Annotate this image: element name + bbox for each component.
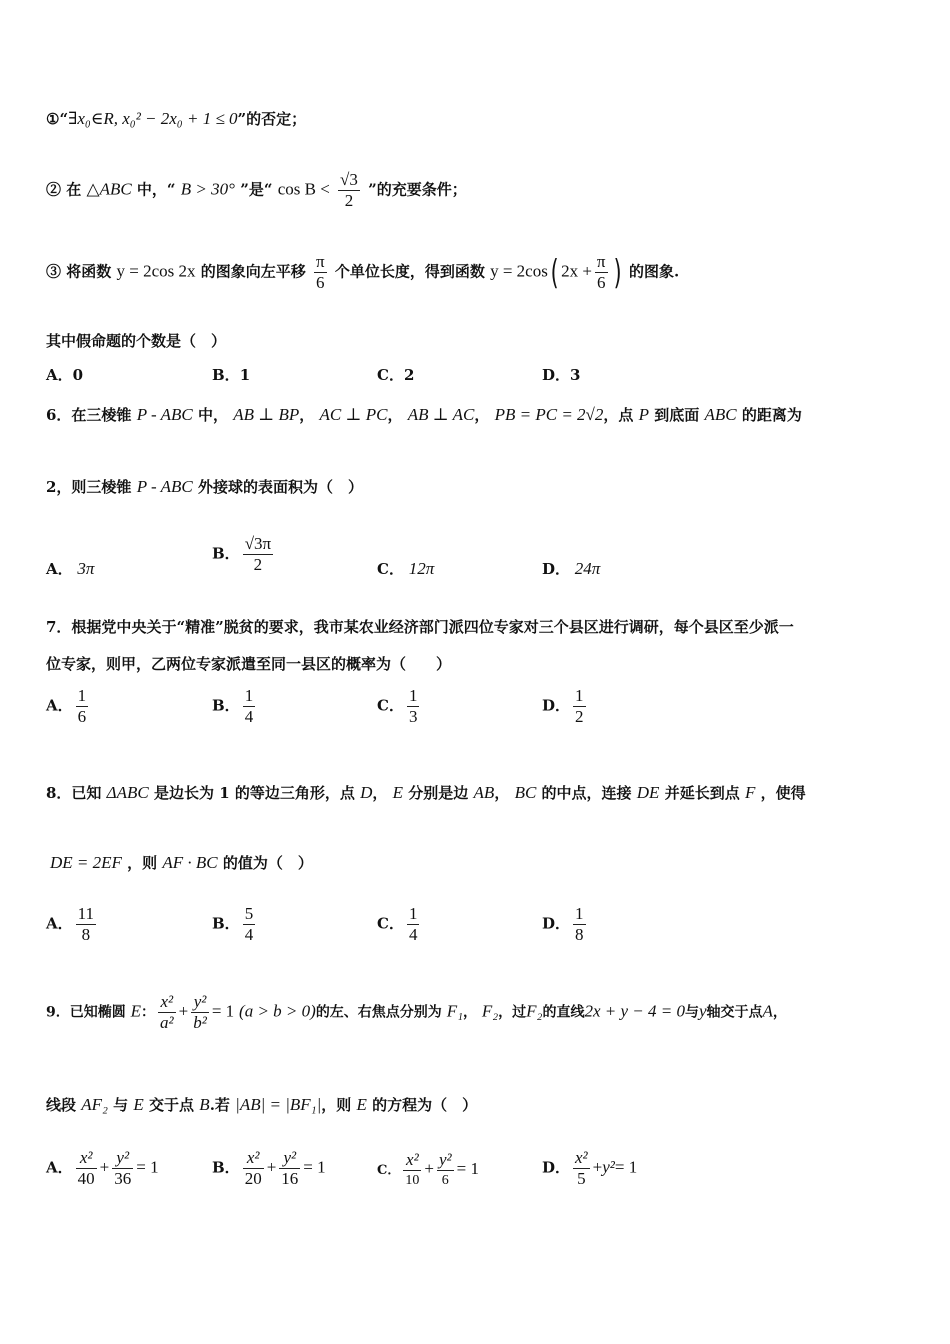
option-fraction-y xyxy=(279,1148,300,1189)
math: P - ABC xyxy=(136,405,193,424)
q8-option-a[interactable] xyxy=(46,904,99,945)
text: 是边长为 1 的等边三角形，点 xyxy=(154,784,355,802)
denominator: 40 xyxy=(77,1169,95,1188)
q5-option-d[interactable] xyxy=(542,364,580,385)
fraction-y2-b2 xyxy=(191,992,209,1033)
statement-2 xyxy=(46,170,467,211)
condition-b: B > 30° xyxy=(180,179,235,199)
q6-option-a[interactable] xyxy=(46,558,94,579)
numerator: y² xyxy=(438,1150,452,1169)
statement-1 xyxy=(46,108,306,129)
circle-1: ① xyxy=(46,110,60,128)
text: 的值为（ ） xyxy=(222,854,313,872)
math: F xyxy=(744,783,756,802)
option-label: B． xyxy=(212,1158,240,1177)
q6-line-1 xyxy=(46,404,802,425)
option-label: B． xyxy=(212,914,240,933)
q5-option-c[interactable] xyxy=(377,364,414,385)
q7-line-1: 7．根据党中央关于“精准”脱贫的要求，我市某农业经济部门派四位专家对三个县区进行调研，每个县区至少派一 xyxy=(46,618,794,636)
text: 在 xyxy=(66,180,82,199)
math: PB = PC = 2√2 xyxy=(494,405,604,424)
fraction-pi-6 xyxy=(314,252,327,293)
triangle-abc: △ABC xyxy=(86,179,132,199)
paren-left: ( xyxy=(550,252,559,293)
option-fraction-x xyxy=(243,1148,264,1189)
circle-3: ③ xyxy=(46,262,62,281)
math: F₂ xyxy=(481,1001,499,1021)
q8-option-c[interactable] xyxy=(377,904,422,945)
option-fraction-y xyxy=(112,1148,133,1189)
numerator: 1 xyxy=(77,686,87,705)
text: 轴交于点 xyxy=(706,1004,763,1021)
paren-right: ) xyxy=(613,252,622,293)
option-label: D． xyxy=(542,914,571,933)
math: E xyxy=(392,783,404,802)
option-fraction xyxy=(407,904,420,945)
q5-stem: 其中假命题的个数是（ ） xyxy=(46,332,227,350)
text: ，过 xyxy=(498,1004,527,1021)
numerator: 1 xyxy=(575,904,584,923)
math: E xyxy=(133,1095,144,1114)
math: AB xyxy=(473,783,495,802)
statement-1-formula: ∃x₀∈R, x₀² − 2x₀ + 1 ≤ 0 xyxy=(68,109,238,128)
denominator: 8 xyxy=(81,925,91,944)
text: ： xyxy=(141,1004,156,1021)
option-label: A． xyxy=(46,366,73,384)
q7-option-d[interactable] xyxy=(542,686,589,727)
math: ABC xyxy=(704,405,737,424)
q7-option-a[interactable] xyxy=(46,686,91,727)
text: ，则 xyxy=(127,854,158,872)
text: ， xyxy=(462,1004,477,1021)
text: 9．已知椭圆 xyxy=(46,1004,126,1021)
text: 外接球的表面积为（ ） xyxy=(197,478,363,496)
text: ， xyxy=(494,784,510,802)
option-fraction xyxy=(407,686,420,727)
text: 到底面 xyxy=(654,406,700,424)
denominator: 2 xyxy=(253,555,263,574)
text: ， xyxy=(372,784,388,802)
math: y xyxy=(698,1001,707,1021)
numerator: 5 xyxy=(244,904,254,923)
q8-line-2 xyxy=(50,852,313,873)
math: D xyxy=(360,783,373,802)
option-label: B． xyxy=(212,696,240,715)
option-value: 2 xyxy=(403,366,415,384)
denominator: 6 xyxy=(596,273,606,292)
math: y² xyxy=(602,1157,615,1177)
text: ，则 xyxy=(321,1096,352,1114)
fraction-sqrt3-2 xyxy=(338,170,360,211)
option-fraction xyxy=(243,686,256,727)
math: (a > b > 0) xyxy=(239,1001,316,1021)
q5-option-a[interactable] xyxy=(46,364,83,385)
statement-1-tail: ”的否定； xyxy=(237,110,307,128)
quote-open: “ xyxy=(59,110,69,128)
math: AB ⊥ BP xyxy=(233,405,300,424)
option-value: 3 xyxy=(570,366,581,384)
denominator: 36 xyxy=(114,1169,132,1188)
q9-option-a[interactable] xyxy=(46,1148,159,1189)
option-label: C． xyxy=(377,696,404,715)
numerator: 1 xyxy=(408,686,418,705)
math: A xyxy=(762,1001,773,1021)
numerator: 1 xyxy=(408,904,418,923)
statement-3 xyxy=(46,252,679,293)
option-label: B． xyxy=(212,544,240,563)
q7-line-2: 位专家，则甲，乙两位专家派遣至同一县区的概率为（ ） xyxy=(46,655,452,673)
math: F₁ xyxy=(446,1001,463,1021)
q7-option-b[interactable] xyxy=(212,686,258,727)
denominator: 10 xyxy=(405,1173,420,1188)
numerator: x² xyxy=(243,1148,264,1169)
denominator: 2 xyxy=(575,707,584,726)
math: = 1 xyxy=(136,1157,159,1177)
text: 8．已知 xyxy=(46,784,102,802)
function-2: y = 2cos xyxy=(490,261,548,281)
text: 的直线 xyxy=(542,1004,585,1021)
math: + xyxy=(266,1157,277,1177)
denominator: 2 xyxy=(344,191,354,210)
math: + xyxy=(424,1159,434,1178)
math: = 1 xyxy=(303,1157,326,1177)
math: DE = 2EF xyxy=(50,853,122,872)
numerator: y² xyxy=(112,1148,133,1169)
math: = 1 xyxy=(211,1001,235,1021)
option-fraction xyxy=(76,904,96,945)
option-value: 3π xyxy=(77,559,95,578)
math: P - ABC xyxy=(136,477,193,496)
denominator: 6 xyxy=(77,707,87,726)
text: ， xyxy=(474,406,490,424)
q9-option-d[interactable] xyxy=(542,1148,637,1189)
numerator: y² xyxy=(191,992,209,1013)
numerator: 11 xyxy=(77,904,95,923)
fraction-x2-a2 xyxy=(158,992,176,1033)
fraction-pi-6 xyxy=(595,252,608,293)
math: BC xyxy=(514,783,537,802)
option-label: C． xyxy=(377,366,404,384)
denominator: 6 xyxy=(441,1173,449,1188)
text: ， xyxy=(772,1004,787,1021)
math: P xyxy=(638,405,650,424)
circle-2: ② xyxy=(46,180,62,199)
q7-option-c[interactable] xyxy=(377,686,422,727)
option-fraction xyxy=(573,904,586,945)
option-fraction xyxy=(243,534,273,575)
math: E xyxy=(130,1001,142,1021)
math: DE xyxy=(636,783,660,802)
denominator: 20 xyxy=(244,1169,262,1188)
option-label: A． xyxy=(46,1158,73,1177)
math: + xyxy=(99,1157,110,1177)
text: .若 xyxy=(209,1096,230,1114)
text: 的距离为 xyxy=(741,406,802,424)
numerator: y² xyxy=(279,1148,300,1169)
numerator: x² xyxy=(158,992,176,1013)
option-label: C． xyxy=(377,560,404,578)
option-label: A． xyxy=(46,914,73,933)
text: 的图象向左平移 xyxy=(200,262,306,281)
denominator: 6 xyxy=(316,273,325,292)
math: 2x + y − 4 = 0 xyxy=(584,1001,685,1021)
denominator: 5 xyxy=(577,1169,586,1188)
denominator: 4 xyxy=(408,925,418,944)
text: 中，“ xyxy=(136,180,176,199)
text: 与 xyxy=(684,1004,699,1021)
q9-option-b[interactable] xyxy=(212,1148,326,1189)
option-value: 12π xyxy=(408,559,435,578)
q6-option-d[interactable] xyxy=(542,558,600,579)
function-1: y = 2cos 2x xyxy=(116,261,196,281)
option-fraction xyxy=(573,686,586,727)
q8-line-1 xyxy=(46,782,806,803)
function-2-inner: 2x + xyxy=(561,261,592,281)
denominator: 8 xyxy=(575,925,584,944)
text: 交于点 xyxy=(149,1096,195,1114)
q8-option-d[interactable] xyxy=(542,904,589,945)
math: |AB| = |BF₁| xyxy=(235,1095,322,1114)
numerator: π xyxy=(315,252,325,271)
option-fraction-x xyxy=(573,1148,590,1189)
text: ”的充要条件； xyxy=(368,180,467,199)
text: 并延长到点 xyxy=(664,784,740,802)
text: 个单位长度，得到函数 xyxy=(334,262,485,281)
q9-option-c[interactable] xyxy=(377,1150,479,1191)
option-label: D． xyxy=(542,560,571,578)
text: 2，则三棱锥 xyxy=(46,478,132,496)
q8-option-b[interactable] xyxy=(212,904,258,945)
option-fraction-x xyxy=(76,1148,97,1189)
option-label: D． xyxy=(542,696,571,715)
option-label: A． xyxy=(46,696,73,715)
option-label: C． xyxy=(377,1163,401,1178)
denominator: b² xyxy=(193,1013,207,1032)
option-fraction-y xyxy=(437,1150,454,1191)
math: AF₂ xyxy=(81,1095,108,1114)
math: AB ⊥ AC xyxy=(407,405,475,424)
option-label: B． xyxy=(212,366,240,384)
text: 与 xyxy=(113,1096,129,1114)
option-value: 24π xyxy=(574,559,601,578)
math: B xyxy=(199,1095,210,1114)
denominator: 16 xyxy=(281,1169,299,1188)
denominator: a² xyxy=(160,1013,174,1032)
math: + xyxy=(592,1157,603,1177)
text: 的方程为（ ） xyxy=(372,1096,478,1114)
numerator: 1 xyxy=(575,686,584,705)
q6-line-2 xyxy=(46,476,363,497)
q6-option-c[interactable] xyxy=(377,558,434,579)
math: ΔABC xyxy=(106,783,149,802)
numerator: √3π xyxy=(244,534,272,553)
option-label: C． xyxy=(377,914,404,933)
text: ，点 xyxy=(603,406,634,424)
text: 中， xyxy=(197,406,228,424)
denominator: 4 xyxy=(244,707,254,726)
math: AF · BC xyxy=(162,853,218,872)
text: 将函数 xyxy=(66,262,112,281)
option-label: A． xyxy=(46,560,73,578)
q9-line-2 xyxy=(46,1094,477,1115)
numerator: x² xyxy=(575,1148,588,1167)
numerator: √3 xyxy=(340,170,358,189)
math: = 1 xyxy=(456,1159,479,1178)
text: 的中点，连接 xyxy=(541,784,632,802)
numerator: 1 xyxy=(244,686,254,705)
option-label: D． xyxy=(542,366,571,384)
text: ”是“ xyxy=(240,180,273,199)
option-label: D． xyxy=(542,1158,571,1177)
math: + xyxy=(178,1001,189,1021)
text: 分别是边 xyxy=(408,784,469,802)
numerator: π xyxy=(596,252,606,271)
text: ， xyxy=(299,406,315,424)
denominator: 4 xyxy=(244,925,254,944)
text: 的左、右焦点分别为 xyxy=(315,1004,442,1021)
q6-option-b[interactable] xyxy=(212,534,276,575)
option-fraction xyxy=(76,686,89,727)
math: AC ⊥ PC xyxy=(319,405,388,424)
q5-option-b[interactable] xyxy=(212,364,250,385)
text: ，使得 xyxy=(760,784,806,802)
math: = 1 xyxy=(614,1157,638,1177)
text: 线段 xyxy=(46,1096,77,1114)
numerator: x² xyxy=(76,1148,97,1169)
option-value: 1 xyxy=(239,366,251,384)
text: ， xyxy=(387,406,403,424)
option-fraction-x xyxy=(403,1150,421,1191)
text: 6．在三棱锥 xyxy=(46,406,132,424)
numerator: x² xyxy=(403,1150,421,1171)
denominator: 3 xyxy=(408,707,418,726)
q9-line-1 xyxy=(46,992,787,1033)
math: F₂ xyxy=(526,1001,543,1021)
option-value: 0 xyxy=(72,366,84,384)
condition-cos: cos B < xyxy=(277,179,330,199)
math: E xyxy=(356,1095,367,1114)
text: 的图象. xyxy=(629,262,680,281)
option-fraction xyxy=(243,904,256,945)
